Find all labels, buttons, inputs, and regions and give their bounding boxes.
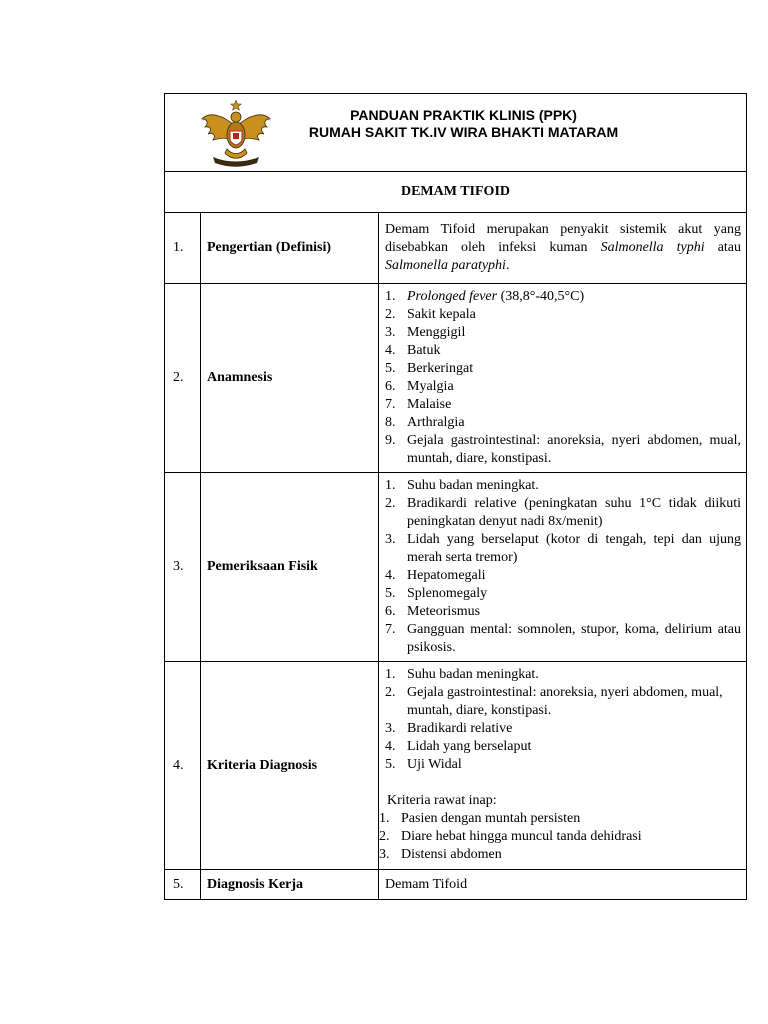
list-item-italic: Prolonged fever [407,289,498,304]
row-label: Anamnesis [201,284,379,473]
list-item-text: Malaise [407,397,452,412]
row-content [379,473,747,662]
list-item-number: 9. [385,433,396,448]
list-item [385,477,741,495]
diagnosis-criteria-list [385,666,741,774]
list-item [385,414,741,432]
list-item-number: 6. [385,604,396,619]
list-item [385,495,741,531]
definition-italic-term: Salmonella paratyphi [385,258,506,273]
document-header [165,94,747,172]
row-label: Kriteria Diagnosis [201,662,379,870]
row-label: Pengertian (Definisi) [201,213,379,284]
list-item [385,666,741,684]
definition-italic-term: Salmonella typhi [600,240,705,255]
inpatient-criteria-heading: Kriteria rawat inap: [387,793,497,808]
list-item [385,396,741,414]
row-content [379,662,747,870]
list-item-text: Meteorismus [407,604,481,619]
list-item-number: 5. [385,757,396,772]
table-row [165,284,747,473]
list-item [385,603,741,621]
row-number: 5. [165,870,201,900]
row-label: Diagnosis Kerja [201,870,379,900]
list-item-number: 1. [385,478,396,493]
list-item-number: 3. [379,847,390,862]
table-row [165,662,747,870]
list-item-number: 2. [385,685,396,700]
list-item-number: 7. [385,397,396,412]
list-item-number: 3. [385,325,396,340]
table-row [165,213,747,284]
list-item-number: 7. [385,622,396,637]
list-item [385,531,741,567]
list-item-number: 6. [385,379,396,394]
list-item-number: 1. [385,667,396,682]
physical-exam-list [385,477,741,657]
definition-text: . [505,258,510,273]
list-item [385,324,741,342]
list-item-text: Gejala gastrointestinal: anoreksia, nyeri abdomen, mual, muntah, diare, konstipasi. [407,433,742,466]
row-number: 1. [165,213,201,284]
list-item-number: 5. [385,361,396,376]
definition-text: atau [704,240,742,255]
list-item-text: Pasien dengan muntah persisten [401,811,581,826]
list-item-text: Sakit kepala [407,307,476,322]
list-item [385,567,741,585]
list-item-text: Batuk [407,343,441,358]
list-item-text: Gangguan mental: somnolen, stupor, koma, delirium atau psikosis. [407,622,742,655]
list-item [385,342,741,360]
row-content [379,213,747,284]
list-item-number: 2. [385,496,396,511]
list-item-number: 2. [385,307,396,322]
ppk-document-table [164,93,747,900]
list-item-text: Suhu badan meningkat. [407,667,539,682]
definition-text: Demam Tifoid merupakan penyakit sistemik akut yang disebabkan oleh infeksi kuman [385,222,742,255]
list-item [385,288,741,306]
list-item [385,720,741,738]
list-item [385,756,741,774]
list-item-text: (38,8°-40,5°C) [497,289,585,304]
list-item-text: Bradikardi relative [407,721,513,736]
document-title: DEMAM TIFOID [165,172,747,213]
list-item [385,360,741,378]
row-label: Pemeriksaan Fisik [201,473,379,662]
list-item [385,432,741,468]
list-item-number: 3. [385,721,396,736]
row-number: 3. [165,473,201,662]
list-item-number: 4. [385,739,396,754]
list-item-text: Bradikardi relative (peningkatan suhu 1°C tidak diikuti peningkatan denyut nadi 8x/menit) [407,496,742,529]
list-item [385,306,741,324]
list-item [379,846,741,864]
anamnesis-list [385,288,741,468]
list-item-text: Diare hebat hingga muncul tanda dehidrasi [401,829,642,844]
list-item [385,684,741,720]
list-item-text: Distensi abdomen [401,847,502,862]
list-item-text: Uji Widal [407,757,462,772]
list-item-text: Hepatomegali [407,568,486,583]
list-item-text: Myalgia [407,379,454,394]
list-item-number: 8. [385,415,396,430]
row-number: 2. [165,284,201,473]
header-line-2: RUMAH SAKIT TK.IV WIRA BHAKTI MATARAM [308,124,619,140]
list-item-text: Suhu badan meningkat. [407,478,539,493]
list-item-text: Splenomegaly [407,586,488,601]
list-item-number: 1. [379,811,390,826]
list-item-number: 1. [385,289,396,304]
list-item-text: Lidah yang berselaput [407,739,532,754]
table-row [165,870,747,900]
row-content: Demam Tifoid [379,870,747,900]
list-item-number: 4. [385,568,396,583]
list-item [379,810,741,828]
list-item [385,378,741,396]
list-item-number: 4. [385,343,396,358]
list-item [385,621,741,657]
list-item-number: 2. [379,829,390,844]
table-row [165,473,747,662]
header-line-1: PANDUAN PRAKTIK KLINIS (PPK) [350,107,577,123]
list-item [385,585,741,603]
list-item-text: Menggigil [407,325,466,340]
list-item-text: Berkeringat [407,361,474,376]
row-content [379,284,747,473]
list-item-text: Arthralgia [407,415,465,430]
list-item [385,738,741,756]
inpatient-criteria-list [379,810,741,864]
row-number: 4. [165,662,201,870]
list-item [379,828,741,846]
list-item-text: Gejala gastrointestinal: anoreksia, nyeri abdomen, mual, muntah, diare, konstipasi. [407,685,723,718]
list-item-number: 5. [385,586,396,601]
list-item-number: 3. [385,532,396,547]
list-item-text: Lidah yang berselaput (kotor di tengah, tepi dan ujung merah serta tremor) [407,532,742,565]
